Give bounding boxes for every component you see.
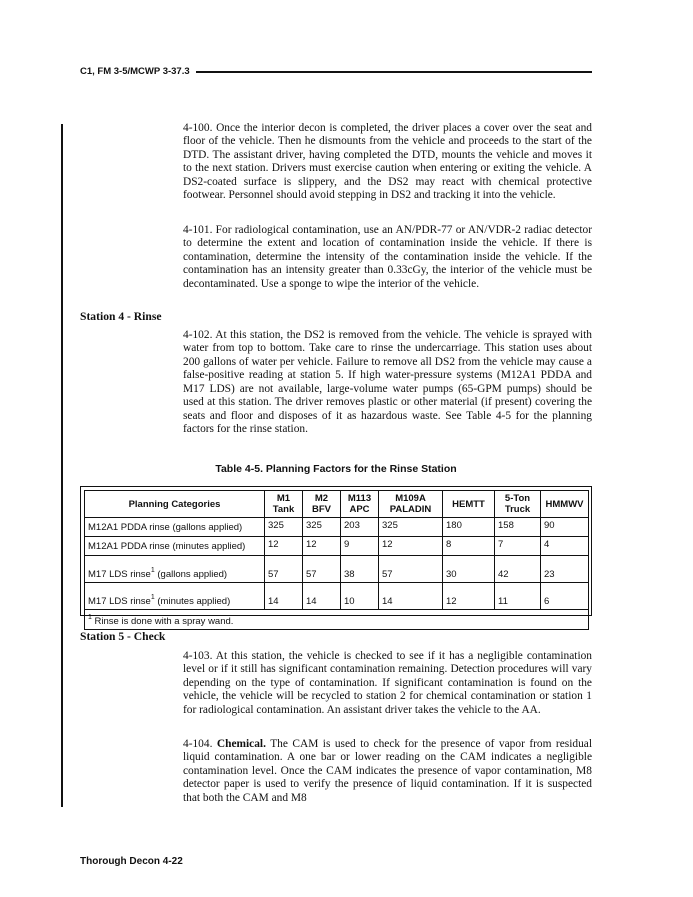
table-cell: 57 <box>265 556 303 583</box>
row-label: M12A1 PDDA rinse (minutes applied) <box>85 537 265 556</box>
table-cell: 57 <box>303 556 341 583</box>
table-cell: 12 <box>303 537 341 556</box>
table-cell: 14 <box>265 583 303 610</box>
row-label: M12A1 PDDA rinse (gallons applied) <box>85 518 265 537</box>
table-cell: 14 <box>303 583 341 610</box>
table-cell: 7 <box>495 537 541 556</box>
table-cell: 4 <box>541 537 589 556</box>
paragraph-lead-in: Chemical. <box>216 738 266 750</box>
table-cell: 90 <box>541 518 589 537</box>
paragraph-body: The CAM is used to check for the presence of vapor from residual liquid contamination. A one bar or lower reading on the CAM indicates a negligible contamination level. Once the CAM indicates the presence of vapor contamination, M8 detector paper is used to verify the presence of liquid contamination. If it is suspected that both the CAM and M8 <box>183 738 592 804</box>
header-title: C1, FM 3-5/MCWP 3-37.3 <box>80 66 190 77</box>
table-cell: 10 <box>341 583 379 610</box>
table-cell: 325 <box>303 518 341 537</box>
station-4-heading: Station 4 - Rinse <box>80 310 162 323</box>
table-cell: 38 <box>341 556 379 583</box>
table-footnote: $^1$ Rinse is done with a spray wand. <box>85 610 589 630</box>
table-row <box>85 537 589 556</box>
station-5-heading: Station 5 - Check <box>80 630 166 643</box>
table-cell: 30 <box>443 556 495 583</box>
row-label: M17 LDS rinse$^1$ (gallons applied) <box>85 556 265 583</box>
table-cell: 11 <box>495 583 541 610</box>
table-grid <box>84 490 589 630</box>
paragraph-4-101 <box>183 224 592 291</box>
table-cell: 14 <box>379 583 443 610</box>
paragraph-text <box>183 738 592 805</box>
paragraph-4-103 <box>183 650 592 717</box>
table-cell: 12 <box>265 537 303 556</box>
paragraph-4-102 <box>183 329 592 437</box>
table-header-row <box>85 491 589 518</box>
table-cell: 158 <box>495 518 541 537</box>
table-cell: 180 <box>443 518 495 537</box>
paragraph-text: 4-103. At this station, the vehicle is checked to see if it has a negligible contamination level or if it still has significant contamination remaining. Detection procedures will vary depending on the type of contamination. If significant contamination is found on the vehicle, the vehicle will be recycled to station 2 for chemical contamination or station 1 for radiological contamination. An assistant driver takes the vehicle to the AA. <box>183 650 592 716</box>
table-row <box>85 518 589 537</box>
paragraph-text: 4-100. Once the interior decon is completed, the driver places a cover over the seat and floor of the vehicle. Then he dismounts from the vehicle and proceeds to the start of the DTD. The assistant driver, having completed the DTD, mounts the vehicle and moves it to the next station. Drivers must exercise caution when entering or exiting the vehicle. A DS2-coated surface is slippery, and the DS2 may react with chemical protective footwear. Personnel should avoid stepping in DS2 and tracking it into the vehicle. <box>183 122 592 202</box>
column-header: HMMWV <box>541 491 589 518</box>
column-header: M113 APC <box>341 491 379 518</box>
table-footnote-row <box>85 610 589 630</box>
planning-factors-table <box>80 486 592 627</box>
table-cell: 6 <box>541 583 589 610</box>
table-cell: 325 <box>265 518 303 537</box>
table-cell: 9 <box>341 537 379 556</box>
running-header <box>80 66 592 77</box>
paragraph-number: 4-104. <box>183 738 213 750</box>
column-header: 5-Ton Truck <box>495 491 541 518</box>
table-cell: 57 <box>379 556 443 583</box>
column-header: M2 BFV <box>303 491 341 518</box>
paragraph-text: 4-101. For radiological contamination, use an AN/PDR-77 or AN/VDR-2 radiac detector to determine the extent and location of contamination inside the vehicle. If there is contamination, determine the intensity of the contamination inside the vehicle. If the contamination has an intensity greater than 0.33cGy, the interior of the vehicle must be decontaminated. Use a sponge to wipe the interior of the vehicle. <box>183 224 592 290</box>
change-bar <box>61 124 63 807</box>
table-row <box>85 556 589 583</box>
table-cell: 23 <box>541 556 589 583</box>
column-header: M109A PALADIN <box>379 491 443 518</box>
table-cell: 325 <box>379 518 443 537</box>
table-cell: 12 <box>379 537 443 556</box>
paragraph-text: 4-102. At this station, the DS2 is removed from the vehicle. The vehicle is sprayed with water from top to bottom. Take care to rinse the undercarriage. This station uses about 200 gallons of water per vehicle. Failure to remove all DS2 from the vehicle may cause a false-positive reading at station 5. If high water-pressure systems (M12A1 PDDA and M17 LDS) are not available, large-volume water pumps (65-GPM pumps) should be used at this station. The driver removes plastic or other material (if present) covering the seats and floor and disposes of it as hazardous waste. See Table 4-5 for the planning factors for the rinse station. <box>183 329 592 436</box>
table-cell: 8 <box>443 537 495 556</box>
table-cell: 203 <box>341 518 379 537</box>
header-rule <box>196 71 592 73</box>
column-header: M1 Tank <box>265 491 303 518</box>
table-cell: 12 <box>443 583 495 610</box>
paragraph-4-104 <box>183 738 592 805</box>
column-header: HEMTT <box>443 491 495 518</box>
column-header: Planning Categories <box>85 491 265 518</box>
page-footer: Thorough Decon 4-22 <box>80 856 183 867</box>
table-cell: 42 <box>495 556 541 583</box>
table-title: Table 4-5. Planning Factors for the Rinse Station <box>215 463 457 475</box>
table-row <box>85 583 589 610</box>
paragraph-4-100 <box>183 122 592 203</box>
row-label: M17 LDS rinse$^1$ (minutes applied) <box>85 583 265 610</box>
